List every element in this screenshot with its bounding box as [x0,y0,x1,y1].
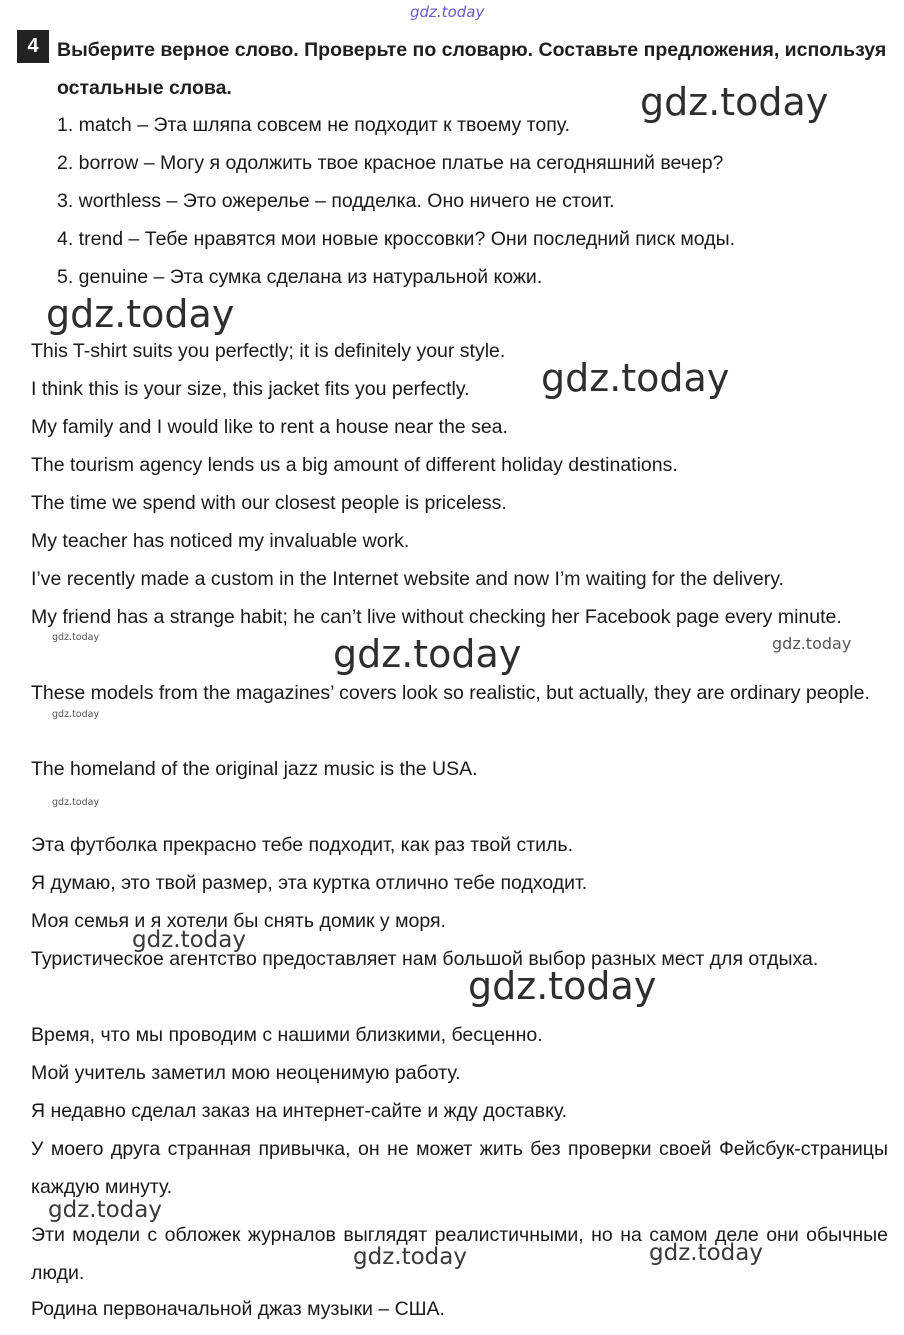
english-sentence: My family and I would like to rent a house near the sea. [31,416,508,438]
russian-sentence: Эта футболка прекрасно тебе подходит, как раз твой стиль. [31,834,574,856]
english-sentence: My teacher has noticed my invaluable work. [31,530,410,552]
english-sentence: These models from the magazines’ covers look so realistic, but actually, they are ordinary people. [31,682,870,704]
english-sentence: The tourism agency lends us a big amount of different holiday destinations. [31,454,678,476]
task-item: 3. worthless – Это ожерелье – подделка. Оно ничего не стоит. [57,190,615,212]
russian-sentence: Эти модели с обложек журналов выглядят реалистичными, но на самом деле они обычные люди. [31,1224,888,1284]
russian-sentence: Время, что мы проводим с нашими близкими, бесценно. [31,1024,543,1046]
watermark: gdz.today [541,356,730,400]
watermark: gdz.today [468,964,657,1008]
english-sentence: The homeland of the original jazz music is the USA. [31,758,478,780]
watermark: gdz.today [52,709,100,720]
task-item: 1. match – Эта шляпа совсем не подходит к твоему топу. [57,114,571,136]
watermark: gdz.today [46,292,235,336]
english-sentence: The time we spend with our closest people is priceless. [31,492,507,514]
english-sentence: I’ve recently made a custom in the Internet website and now I’m waiting for the delivery. [31,568,784,590]
russian-sentence: У моего друга странная привычка, он не может жить без проверки своей Фейсбук-страницы каждую минуту. [31,1138,888,1198]
watermark: gdz.today [649,1240,763,1266]
watermark: gdz.today [52,632,100,643]
watermark: gdz.today [353,1244,467,1270]
watermark: gdz.today [132,927,246,953]
russian-sentence: Моя семья и я хотели бы снять домик у моря. [31,910,446,932]
english-sentence: My friend has a strange habit; he can’t live without checking her Facebook page every minute. [31,606,842,628]
english-sentence: This T-shirt suits you perfectly; it is definitely your style. [31,340,506,362]
watermark: gdz.today [333,632,522,676]
watermark-top: gdz.today [410,3,485,21]
watermark: gdz.today [772,634,852,653]
russian-sentence: Я недавно сделал заказ на интернет-сайте и жду доставку. [31,1100,568,1122]
russian-sentence: Родина первоначальной джаз музыки – США. [31,1298,445,1320]
exercise-number-badge: 4 [17,30,49,63]
watermark: gdz.today [48,1197,162,1223]
english-sentence: I think this is your size, this jacket fits you perfectly. [31,378,470,400]
russian-sentence: Туристическое агентство предоставляет нам большой выбор разных мест для отдыха. [31,948,819,970]
exercise-instruction: Выберите верное слово. Проверьте по словарю. Составьте предложения, используя остальные слова. [57,39,887,99]
russian-sentence: Я думаю, это твой размер, эта куртка отлично тебе подходит. [31,872,588,894]
task-list [57,106,735,296]
watermark: gdz.today [52,797,100,808]
task-item: 4. trend – Тебе нравятся мои новые кроссовки? Они последний писк моды. [57,228,736,250]
russian-sentence: Мой учитель заметил мою неоценимую работу. [31,1062,461,1084]
task-item: 2. borrow – Могу я одолжить твое красное платье на сегодняшний вечер? [57,152,724,174]
watermark: gdz.today [640,80,829,124]
task-item: 5. genuine – Эта сумка сделана из натуральной кожи. [57,266,543,288]
